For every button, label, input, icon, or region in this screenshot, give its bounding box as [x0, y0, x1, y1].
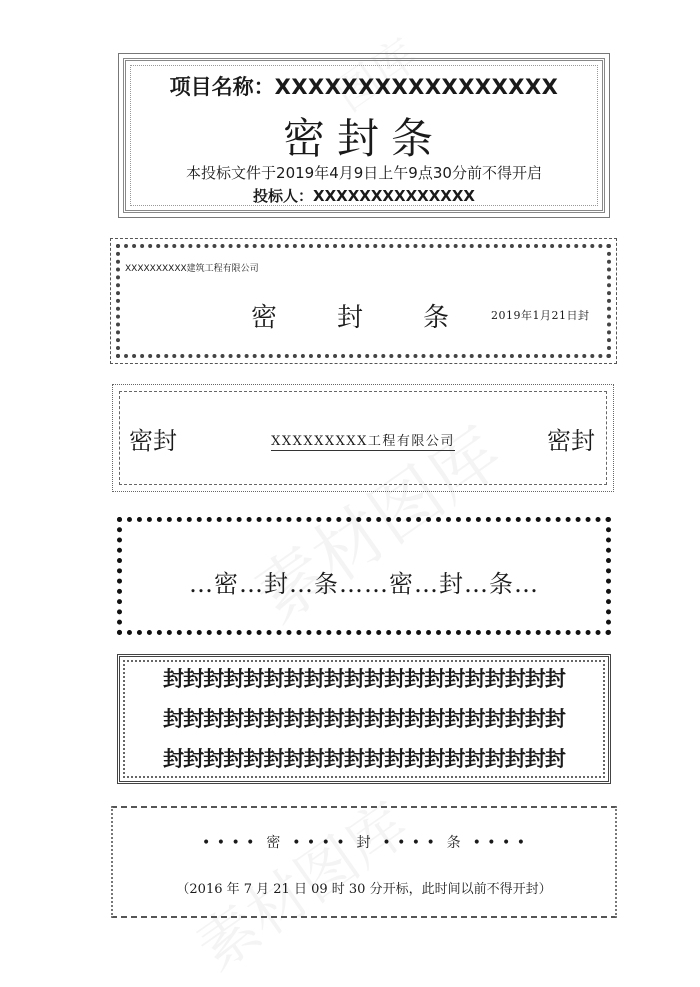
company-name: XXXXXXXXXX建筑工程有限公司 — [125, 264, 259, 274]
opening-notice: （2016 年 7 月 21 日 09 时 30 分开标，此时间以前不得开封） — [176, 882, 552, 897]
seal-strip-2 — [110, 238, 617, 364]
project-name-label: 项目名称： — [169, 75, 275, 99]
seal-strip-5 — [117, 654, 611, 784]
company-name: XXXXXXXXX工程有限公司 — [271, 434, 455, 449]
seal-strip-6 — [111, 806, 617, 918]
seal-strip-4 — [117, 517, 611, 635]
seal-label-right: 密封 — [547, 427, 595, 455]
seal-pattern-row: 封封封封封封封封封封封封封封封封封封封封 — [163, 746, 565, 771]
seal-label-left: 密封 — [129, 427, 177, 455]
project-name-line — [119, 71, 609, 101]
seal-pattern-row: 封封封封封封封封封封封封封封封封封封封封 — [163, 706, 565, 731]
seal-title: 密封条 — [282, 114, 445, 163]
seal-title: 密封条 — [251, 303, 510, 333]
seal-text: …密…封…条……密…封…条… — [189, 570, 539, 598]
company-name-line — [113, 430, 613, 449]
seal-pattern-row: 封封封封封封封封封封封封封封封封封封封封 — [163, 666, 565, 691]
seal-strip-3 — [112, 384, 614, 492]
seal-strip-1 — [118, 53, 610, 218]
seal-title: • • • • 密 • • • • 封 • • • • 条 • • • • — [202, 835, 526, 851]
bidder-label: 投标人： — [253, 187, 314, 205]
bidder-line — [119, 185, 609, 206]
project-name-value: XXXXXXXXXXXXXXXXX — [274, 75, 559, 99]
opening-notice: 本投标文件于2019年4月9日上午9点30分前不得开启 — [186, 164, 542, 182]
bidder-value: XXXXXXXXXXXXXX — [313, 187, 475, 205]
seal-date: 2019年1月21日封 — [491, 309, 590, 322]
